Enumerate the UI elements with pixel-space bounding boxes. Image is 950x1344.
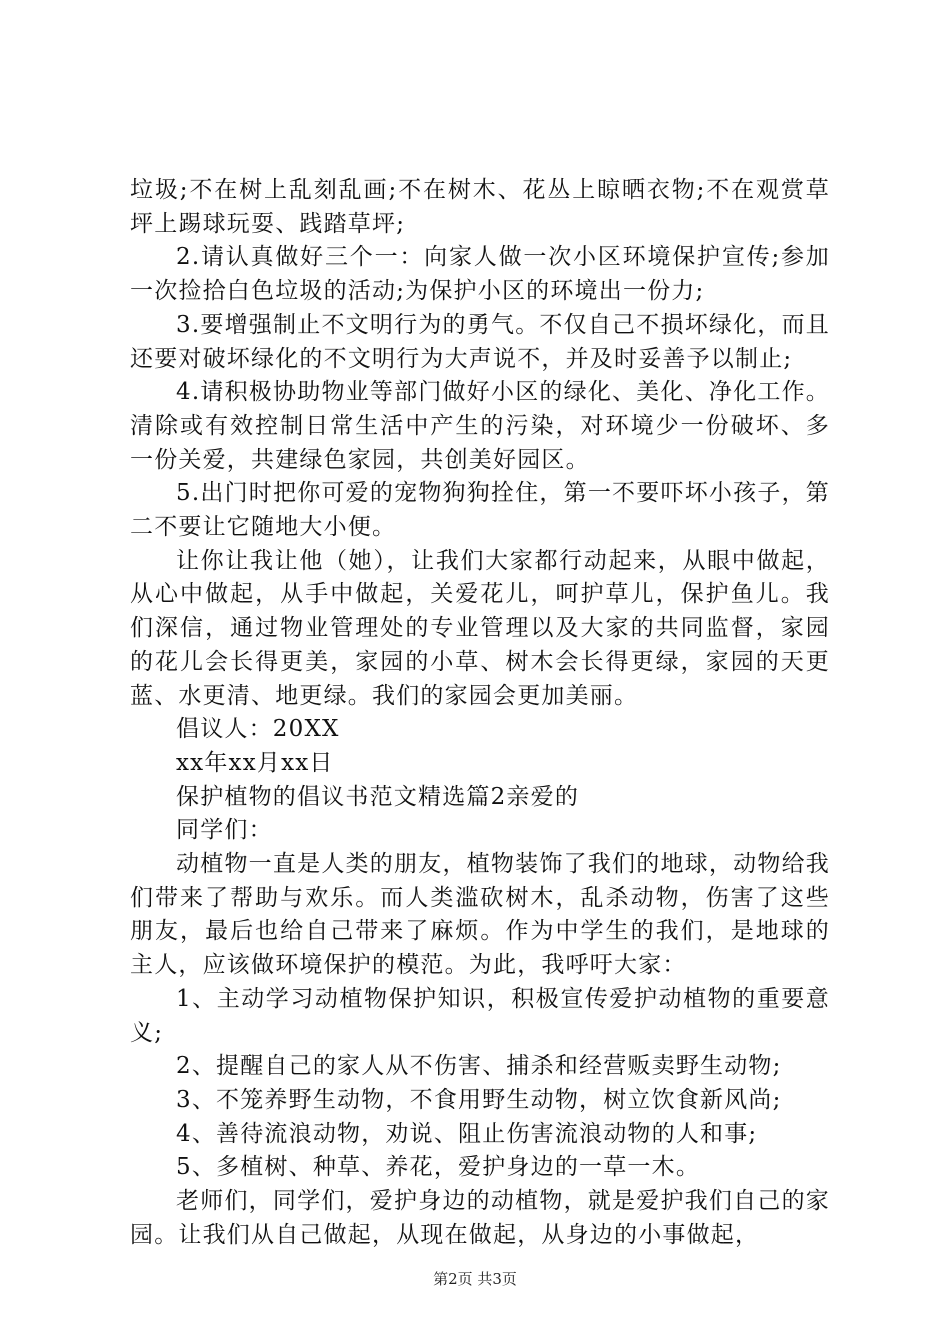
section-heading: 保护植物的倡议书范文精选篇2亲爱的 [176, 783, 580, 810]
page-footer: 第2页 共3页 [433, 1270, 517, 1288]
salutation: 同学们： [176, 817, 273, 844]
list-item-5: 5、多植树、种草、养花，爱护身边的一草一木。 [176, 1154, 701, 1181]
list-item-1: 1、主动学习动植物保护知识，积极宣传爱护动植物的重要意义; [130, 985, 830, 1046]
list-item-2: 2、提醒自己的家人从不伤害、捕杀和经营贩卖野生动物; [176, 1053, 782, 1080]
paragraph-continuation: 垃圾;不在树上乱刻乱画;不在树木、花丛上晾晒衣物;不在观赏草坪上踢球玩耍、践踏草坪; [130, 177, 830, 237]
date-line: xx年xx月xx日 [176, 749, 334, 776]
paragraph-item-5: 5.出门时把你可爱的宠物狗狗拴住，第一不要吓坏小孩子，第二不要让它随地大小便。 [130, 480, 830, 541]
paragraph-intro: 动植物一直是人类的朋友，植物装饰了我们的地球，动物给我们带来了帮助与欢乐。而人类滥砍树木，乱杀动物，伤害了这些朋友，最后也给自己带来了麻烦。作为中学生的我们，是地球的主人，应该做环境保护的模范。为此，我呼吁大家： [130, 851, 830, 979]
paragraph-item-4: 4.请积极协助物业等部门做好小区的绿化、美化、净化工作。清除或有效控制日常生活中产生的污染，对环境少一份破坏、多一份关爱，共建绿色家园，共创美好园区。 [130, 379, 830, 473]
list-item-4: 4、善待流浪动物，劝说、阻止伤害流浪动物的人和事; [176, 1120, 758, 1147]
list-item-3: 3、不笼养野生动物，不食用野生动物，树立饮食新风尚; [176, 1086, 782, 1113]
paragraph-item-3: 3.要增强制止不文明行为的勇气。不仅自己不损坏绿化，而且还要对破坏绿化的不文明行为大声说不，并及时妥善予以制止; [130, 311, 830, 372]
signature-line: 倡议人：20XX [176, 716, 340, 743]
paragraph-call-to-action: 让你让我让他（她），让我们大家都行动起来，从眼中做起，从心中做起，从手中做起，关爱花儿，呵护草儿，保护鱼儿。我们深信，通过物业管理处的专业管理以及大家的共同监督，家园的花儿会长得更美，家园的小草、树木会长得更绿，家园的天更蓝、水更清、地更绿。我们的家园会更加美丽。 [130, 547, 830, 709]
document-body [130, 174, 830, 1253]
paragraph-item-2: 2.请认真做好三个一：向家人做一次小区环境保护宣传;参加一次捡拾白色垃圾的活动;为保护小区的环境出一份力; [130, 244, 830, 305]
paragraph-closing: 老师们，同学们，爱护身边的动植物，就是爱护我们自己的家园。让我们从自己做起，从现在做起，从身边的小事做起， [130, 1188, 830, 1248]
